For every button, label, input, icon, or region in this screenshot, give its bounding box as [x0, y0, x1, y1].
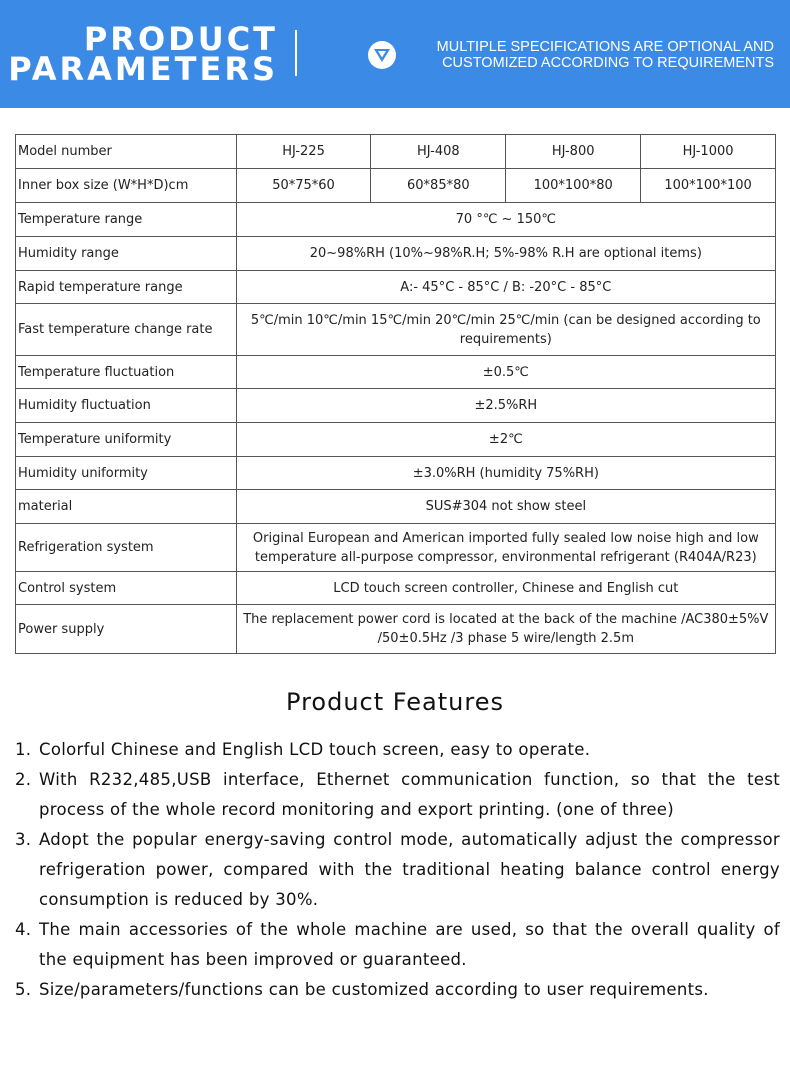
size-cell: 60*85*80	[371, 169, 506, 203]
title-line-2: PARAMETERS	[8, 50, 278, 88]
row-label: Humidity range	[16, 237, 237, 271]
row-value: LCD touch screen controller, Chinese and English cut	[236, 572, 775, 605]
size-cell: 100*100*80	[506, 169, 641, 203]
row-value: A:- 45°C - 85°C / B: -20°C - 85°C	[236, 271, 775, 304]
model-cell: HJ-225	[236, 135, 371, 169]
table-row	[16, 423, 776, 457]
tagline-line-2: CUSTOMIZED ACCORDING TO REQUIREMENTS	[442, 55, 774, 71]
item-text: Colorful Chinese and English LCD touch screen, easy to operate.	[39, 740, 591, 759]
item-number: 5.	[15, 980, 32, 999]
table-row	[16, 356, 776, 389]
item-number: 4.	[15, 920, 32, 939]
list-item	[15, 735, 780, 765]
row-value: ±0.5℃	[236, 356, 775, 389]
table-row-size	[16, 169, 776, 203]
table-row	[16, 271, 776, 304]
row-label: Power supply	[16, 605, 237, 654]
row-label: Temperature fluctuation	[16, 356, 237, 389]
row-label: Humidity fluctuation	[16, 389, 237, 423]
model-cell: HJ-1000	[641, 135, 776, 169]
title-line-1: PRODUCT	[83, 20, 278, 58]
size-cell: 100*100*100	[641, 169, 776, 203]
row-label: Humidity uniformity	[16, 457, 237, 490]
table-row	[16, 524, 776, 572]
row-label: Inner box size (W*H*D)cm	[16, 169, 237, 203]
row-value: SUS#304 not show steel	[236, 490, 775, 524]
item-text: With R232,485,USB interface, Ethernet communication function, so that the test process of the whole record monitoring and export printing. (one of three)	[39, 770, 780, 819]
table-row	[16, 389, 776, 423]
row-value: 70 °℃ ~ 150℃	[236, 203, 775, 237]
row-label: material	[16, 490, 237, 524]
features-list	[15, 735, 780, 1005]
item-number: 2.	[15, 770, 32, 789]
table-row	[16, 237, 776, 271]
row-label: Rapid temperature range	[16, 271, 237, 304]
list-item	[15, 915, 780, 975]
size-cell: 50*75*60	[236, 169, 371, 203]
item-text: The main accessories of the whole machine are used, so that the overall quality of the equipment has been improved or guaranteed.	[39, 920, 780, 969]
item-text: Adopt the popular energy-saving control mode, automatically adjust the compressor refrigeration power, compared with the traditional heating balance control energy consumption is reduced by 30%.	[39, 830, 780, 909]
tagline-line-1: MULTIPLE SPECIFICATIONS ARE OPTIONAL AND	[436, 39, 774, 55]
list-item	[15, 825, 780, 915]
model-cell: HJ-408	[371, 135, 506, 169]
page-title	[8, 20, 278, 88]
table-row	[16, 605, 776, 654]
row-value: Original European and American imported fully sealed low noise high and low temperature all-purpose compressor, environmental refrigerant (R404A/R23)	[236, 524, 775, 572]
row-value: 20~98%RH (10%~98%R.H; 5%-98% R.H are optional items)	[236, 237, 775, 271]
parameters-table	[15, 134, 776, 654]
header-divider	[295, 30, 297, 76]
header-tagline	[404, 39, 774, 71]
row-value: The replacement power cord is located at the back of the machine /AC380±5%V /50±0.5Hz /3 phase 5 wire/length 2.5m	[236, 605, 775, 654]
row-label: Model number	[16, 135, 237, 169]
row-label: Temperature range	[16, 203, 237, 237]
row-value: 5℃/min 10℃/min 15℃/min 20℃/min 25℃/min (can be designed according to requirements)	[236, 304, 775, 356]
list-item	[15, 765, 780, 825]
row-value: ±3.0%RH (humidity 75%RH)	[236, 457, 775, 490]
row-label: Fast temperature change rate	[16, 304, 237, 356]
table-row	[16, 457, 776, 490]
row-label: Refrigeration system	[16, 524, 237, 572]
item-number: 1.	[15, 740, 32, 759]
row-value: ±2.5%RH	[236, 389, 775, 423]
chevron-down-circle-icon	[367, 40, 397, 70]
table-row-model	[16, 135, 776, 169]
table-row	[16, 203, 776, 237]
list-item	[15, 975, 780, 1005]
row-label: Temperature uniformity	[16, 423, 237, 457]
table-row	[16, 572, 776, 605]
row-value: ±2℃	[236, 423, 775, 457]
table-row	[16, 490, 776, 524]
row-label: Control system	[16, 572, 237, 605]
features-heading: Product Features	[286, 688, 504, 716]
model-cell: HJ-800	[506, 135, 641, 169]
item-number: 3.	[15, 830, 32, 849]
header-banner	[0, 0, 790, 108]
item-text: Size/parameters/functions can be customized according to user requirements.	[39, 980, 709, 999]
table-row	[16, 304, 776, 356]
